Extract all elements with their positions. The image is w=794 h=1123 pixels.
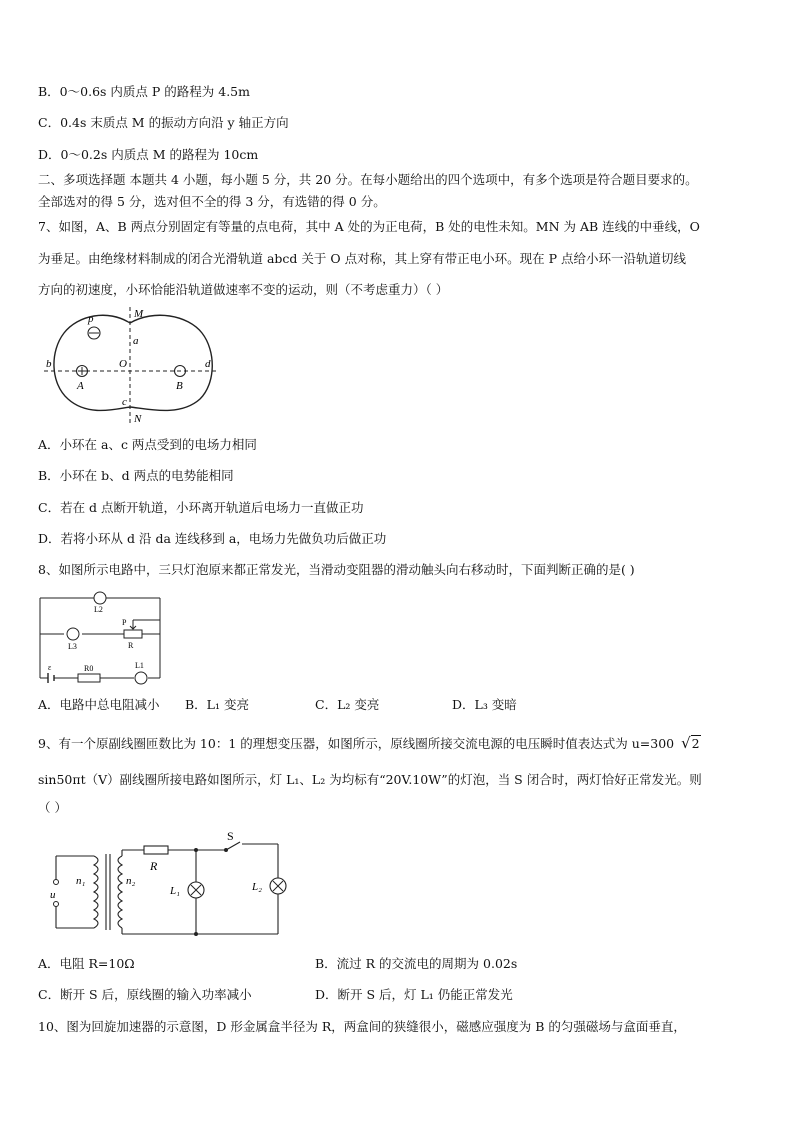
q9-stem-line3: （ ） — [38, 800, 67, 815]
q8-stem: 8、如图所示电路中，三只灯泡原来都正常发光，当滑动变阻器的滑动触头向右移动时，下面判断正确的是( ) — [38, 562, 635, 577]
q9-stem-text: 9、有一个原副线圈匝数比为 10：1 的理想变压器，如图所示，原线圈所接交流电源的电压瞬时值表达式为 u=300 — [38, 736, 675, 751]
label-charge-a: A — [77, 380, 84, 392]
q6-option-b: B．0～0.6s 内质点 P 的路程为 4.5m — [38, 84, 250, 99]
q9-option-a: A．电阻 R=10Ω — [38, 956, 135, 971]
q8-option-c: C．L₂ 变亮 — [315, 697, 380, 712]
label-n: N — [134, 413, 142, 425]
label-n1: n₁ — [76, 875, 86, 887]
label-p: p — [88, 313, 94, 325]
label-epsilon: ε — [48, 663, 52, 672]
section2-heading-line2: 全部选对的得 5 分，选对但不全的得 3 分，有选错的得 0 分。 — [38, 194, 386, 209]
q9-option-d: D．断开 S 后，灯 L₁ 仍能正常发光 — [315, 987, 513, 1002]
q9-stem-line1 — [38, 735, 701, 752]
label-l2: L2 — [94, 605, 103, 614]
q9-transformer-circuit — [46, 830, 286, 942]
q8-option-d: D．L₃ 变暗 — [452, 697, 517, 712]
label-o: O — [119, 358, 127, 370]
sqrt-radicand: 2 — [691, 736, 700, 751]
label-l1: L₁ — [170, 885, 180, 897]
q9-option-c: C．断开 S 后，原线圈的输入功率减小 — [38, 987, 252, 1002]
label-u: u — [50, 889, 56, 901]
closed-track — [54, 315, 212, 410]
label-n2: n₂ — [126, 875, 136, 887]
q10-stem-line1: 10、图为回旋加速器的示意图，D 形金属盒半径为 R，两盒间的狭缝很小，磁感应强度为 B 的匀强磁场与盒面垂直， — [38, 1019, 686, 1034]
label-r: R — [150, 859, 158, 873]
q8-option-b: B．L₁ 变亮 — [185, 697, 249, 712]
q7-option-d: D．若将小环从 d 沿 da 连线移到 a，电场力先做负功后做正功 — [38, 531, 387, 546]
q7-option-c: C．若在 d 点断开轨道，小环离开轨道后电场力一直做正功 — [38, 500, 364, 515]
q6-option-c: C．0.4s 末质点 M 的振动方向沿 y 轴正方向 — [38, 115, 289, 130]
q6-option-d: D．0～0.2s 内质点 M 的路程为 10cm — [38, 147, 259, 162]
q7-stem-line2: 为垂足。由绝缘材料制成的闭合光滑轨道 abcd 关于 O 点对称，其上穿有带正电小环。现在 P 点给小环一沿轨道切线 — [38, 251, 686, 266]
label-charge-b: B — [176, 380, 183, 392]
label-l1: L1 — [135, 661, 144, 670]
q7-option-b: B．小环在 b、d 两点的电势能相同 — [38, 468, 234, 483]
q7-option-a: A．小环在 a、c 两点受到的电场力相同 — [38, 437, 257, 452]
label-l2: L₂ — [252, 881, 262, 893]
q8-circuit — [38, 592, 168, 684]
q9-stem-line2: sin50πt（V）副线圈所接电路如图所示，灯 L₁、L₂ 为均标有“20V.10W”的灯泡，当 S 闭合时，两灯恰好正常发光。则 — [38, 772, 702, 787]
sqrt-symbol: √ — [681, 734, 691, 752]
label-d: d — [205, 358, 211, 370]
label-l3: L3 — [68, 642, 77, 651]
q8-option-a: A．电路中总电阻减小 — [38, 697, 160, 712]
label-m: M — [134, 308, 144, 320]
label-s: S — [227, 829, 234, 843]
q7-stem-line1: 7、如图，A、B 两点分别固定有等量的点电荷，其中 A 处的为正电荷，B 处的电性未知。MN 为 AB 连线的中垂线，O — [38, 219, 700, 234]
label-r0: R0 — [84, 664, 94, 673]
q9-option-b: B．流过 R 的交流电的周期为 0.02s — [315, 956, 518, 971]
label-r: R — [128, 641, 134, 650]
label-b: b — [46, 358, 52, 370]
section2-heading-line1: 二、多项选择题 本题共 4 小题，每小题 5 分，共 20 分。在每小题给出的四个选项中，有多个选项是符合题目要求的。 — [38, 172, 698, 187]
label-c: c — [122, 396, 127, 408]
label-a: a — [133, 335, 139, 347]
q7-figure — [38, 305, 218, 425]
q7-stem-line3: 方向的初速度，小环恰能沿轨道做速率不变的运动，则（不考虑重力）（ ） — [38, 282, 449, 297]
label-p: P — [122, 618, 127, 627]
